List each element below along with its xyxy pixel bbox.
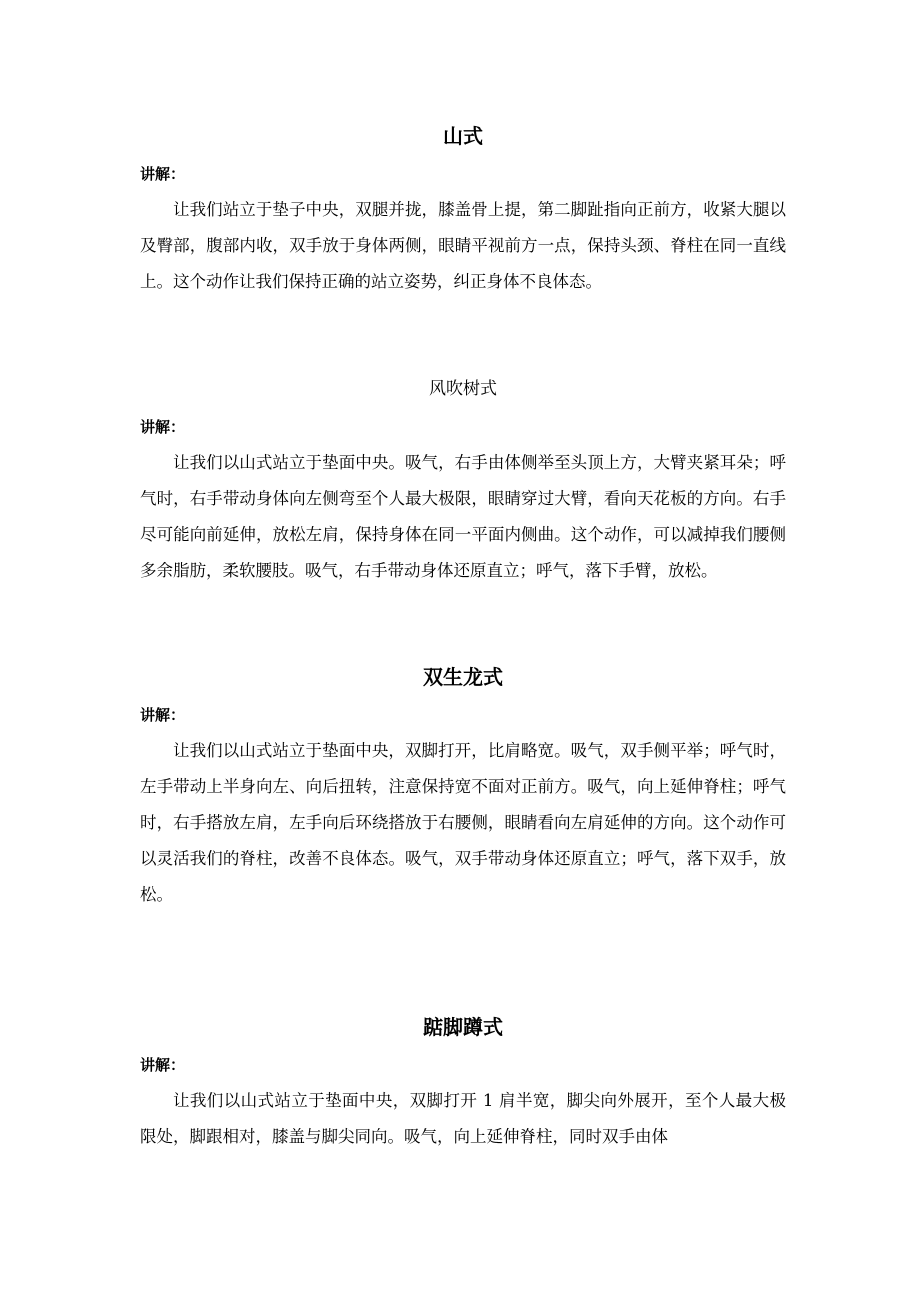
section-twin-dragon-pose [140, 663, 786, 913]
explanation-text: 让我们以山式站立于垫面中央，双脚打开 1 肩半宽，脚尖向外展开，至个人最大极限处，脚跟相对，膝盖与脚尖同向。吸气，向上延伸脊柱，同时双手由体 [140, 1091, 786, 1146]
section-tiptoe-squat-pose [140, 1013, 786, 1155]
explanation-label: 讲解： [140, 418, 186, 436]
explanation-text: 让我们以山式站立于垫面中央，双脚打开，比肩略宽。吸气，双手侧平举；呼气时，左手带动上半身向左、向后扭转，注意保持宽不面对正前方。吸气，向上延伸脊柱；呼气时，右手搭放左肩，左手向后环绕搭放于右腰侧，眼睛看向左肩延伸的方向。这个动作可以灵活我们的脊柱，改善不良体态。吸气，双手带动身体还原直立；呼气，落下双手，放松。 [140, 741, 786, 904]
explanation-label: 讲解： [140, 1056, 186, 1074]
section-mountain-pose [140, 122, 786, 300]
explanation-label: 讲解： [140, 165, 186, 183]
explanation-text: 让我们站立于垫子中央，双腿并拢，膝盖骨上提，第二脚趾指向正前方，收紧大腿以及臀部，腹部内收，双手放于身体两侧，眼睛平视前方一点，保持头颈、脊柱在同一直线上。这个动作让我们保持正确的站立姿势，纠正身体不良体态。 [140, 200, 786, 291]
section-title: 山式 [443, 124, 483, 148]
explanation-label: 讲解： [140, 706, 186, 724]
section-wind-tree-pose [140, 375, 786, 589]
explanation-text: 让我们以山式站立于垫面中央。吸气，右手由体侧举至头顶上方，大臂夹紧耳朵；呼气时，右手带动身体向左侧弯至个人最大极限，眼睛穿过大臂，看向天花板的方向。右手尽可能向前延伸，放松左肩，保持身体在同一平面内侧曲。这个动作，可以减掉我们腰侧多余脂肪，柔软腰肢。吸气，右手带动身体还原直立；呼气，落下手臂，放松。 [140, 453, 786, 580]
section-title: 踮脚蹲式 [423, 1015, 503, 1039]
section-title: 双生龙式 [423, 665, 503, 689]
section-title: 风吹树式 [429, 379, 497, 399]
